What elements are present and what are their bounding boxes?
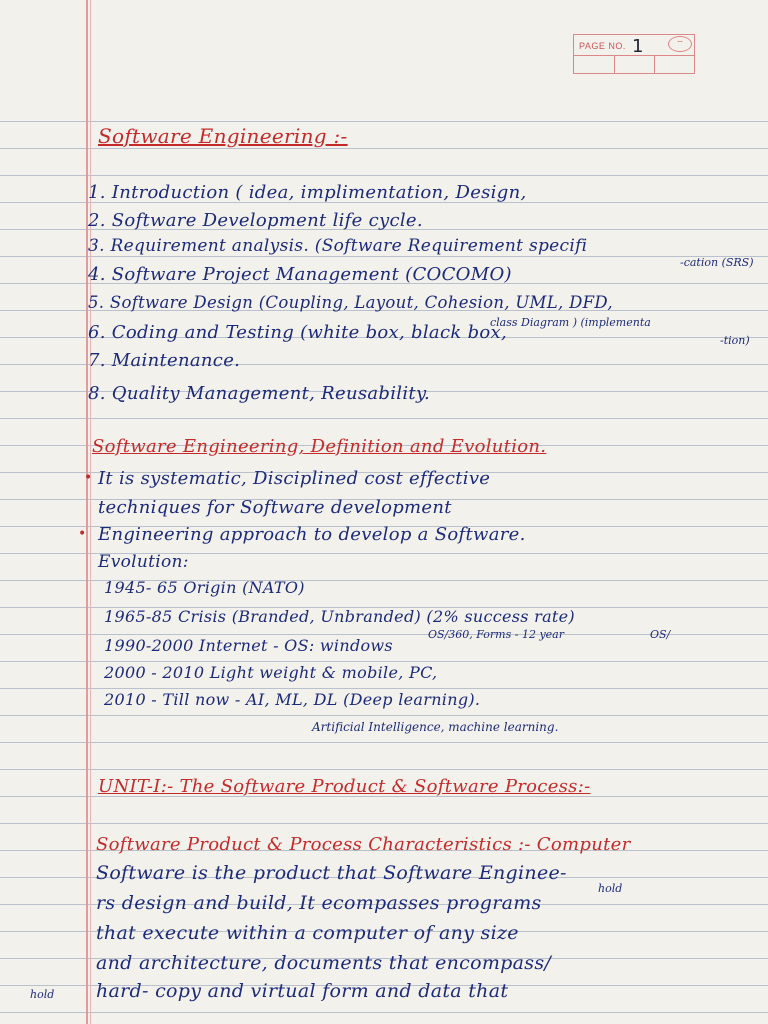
body-line: techniques for Software development [98, 497, 452, 518]
unit-heading: UNIT-I:- The Software Product & Software Process:- [98, 776, 591, 797]
body-line: 1945- 65 Origin (NATO) [104, 578, 305, 597]
brand-logo-icon: ⌔ [668, 36, 692, 52]
toc-annotation: -cation (SRS) [680, 256, 754, 269]
bullet-icon: • [84, 470, 93, 486]
body-annotation: Artificial Intelligence, machine learning. [312, 720, 559, 734]
toc-item: 1. Introduction ( idea, implimentation, Design, [88, 182, 527, 203]
body-line: 1990-2000 Internet - OS: windows [104, 636, 393, 655]
body-line: rs design and build, It ecompasses programs [96, 892, 542, 914]
body-line: Engineering approach to develop a Software. [98, 524, 526, 545]
section-heading: Software Product & Process Characteristics :- Computer [96, 834, 631, 855]
body-line: and architecture, documents that encompass/ [96, 952, 552, 974]
page-number-value: 1 [632, 36, 644, 57]
body-line: 2000 - 2010 Light weight & mobile, PC, [104, 663, 438, 682]
body-line: It is systematic, Disciplined cost effective [98, 468, 491, 489]
margin-line [86, 0, 88, 1024]
page-title: Software Engineering :- [98, 124, 348, 148]
page-number-label: PAGE NO. [579, 41, 626, 51]
body-line: 2010 - Till now - AI, ML, DL (Deep learning). [104, 690, 481, 709]
toc-item: 2. Software Development life cycle. [88, 210, 423, 231]
body-line: Evolution: [98, 552, 189, 572]
body-line: that execute within a computer of any size [96, 922, 519, 944]
toc-item: 7. Maintenance. [88, 350, 241, 371]
body-line: hard- copy and virtual form and data that [96, 980, 509, 1002]
toc-annotation: -tion) [720, 334, 750, 347]
body-annotation: OS/360, Forms - 12 year [428, 628, 564, 641]
toc-item: 5. Software Design (Coupling, Layout, Cohesion, UML, DFD, [88, 293, 613, 312]
margin-line-secondary [90, 0, 91, 1024]
body-annotation: hold [598, 882, 623, 895]
body-annotation: OS/ [650, 628, 671, 641]
toc-item: 3. Requirement analysis. (Software Requirement specifi [88, 236, 588, 256]
toc-item: 4. Software Project Management (COCOMO) [88, 264, 512, 285]
margin-annotation: hold [30, 988, 55, 1001]
toc-item: 6. Coding and Testing (white box, black box, [88, 322, 508, 343]
toc-annotation: class Diagram ) (implementa [490, 316, 651, 329]
section-heading: Software Engineering, Definition and Evolution. [92, 436, 547, 457]
toc-item: 8. Quality Management, Reusability. [88, 383, 431, 404]
bullet-icon: • [78, 526, 87, 542]
body-line: 1965-85 Crisis (Branded, Unbranded) (2% success rate) [104, 607, 575, 626]
body-line: Software is the product that Software Enginee- [96, 862, 567, 884]
